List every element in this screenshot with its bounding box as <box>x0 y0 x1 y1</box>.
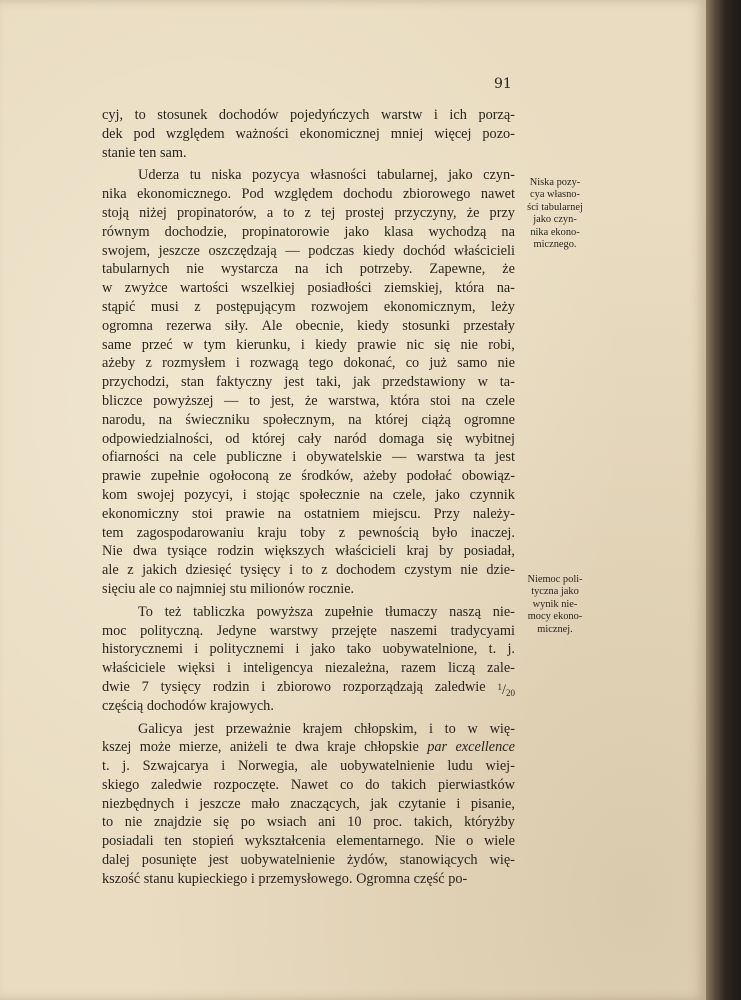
page-number: 91 <box>494 76 512 92</box>
text-line: niezbędnych i jeszcze mało znaczących, jak czytanie i pisanie, <box>102 795 515 812</box>
body-text <box>102 106 515 889</box>
margin-note-line: Niemoc poli- <box>527 574 583 585</box>
text-line: w zwyżce wartości wszelkiej posiadłości ziemskiej, która na- <box>102 280 515 297</box>
text-line: kom swojej pozycyi, i stojąc społecznie na czele, jako czynnik <box>102 486 515 503</box>
text-line: t. j. Szwajcarya i Norwegia, ale uobywatelnienie ludu wiej- <box>102 758 515 775</box>
text-line: ekonomiczny stoi prawie na ostatniem miejscu. Przy należy- <box>102 505 515 522</box>
text-line: kszość stanu kupieckiego i przemysłowego. Ogromna część po- <box>102 870 468 887</box>
paragraph <box>102 603 515 716</box>
margin-note-line: Niska pozy- <box>529 177 581 188</box>
text-line: to nie znajdzie się po wsiach ani 10 proc. takich, któryżby <box>102 814 515 831</box>
text-line: swojem, jeszcze oszczędzają — podczas kiedy dochód właścicieli <box>102 242 515 259</box>
text-line: prawie zupełnie ogołoconą ze środków, ażeby podołać obowiąz- <box>102 468 515 485</box>
margin-note-line: mocy ekono- <box>527 611 583 623</box>
margin-note-line: tyczna jako <box>531 586 579 598</box>
text-line: historycznemi i politycznemi i jako tako uobywatelnione, t. j. <box>102 641 515 658</box>
paragraph <box>102 166 515 598</box>
margin-note <box>514 177 596 251</box>
book-spine <box>706 0 741 1000</box>
margin-note-line: wynik nie- <box>532 598 578 610</box>
text-line: ofiarności na cele publiczne i obywatelskie — warstwa ta jest <box>102 449 515 466</box>
text-line: tem zagospodarowaniu kraju toby z pewnością było inaczej. <box>102 524 515 541</box>
text-line: nika ekonomicznego. Pod względem dochodu zbiorowego nawet <box>102 186 515 203</box>
text-line: ogromna rezerwa siły. Ale obecnie, kiedy stosunki przestały <box>102 317 515 334</box>
text-line: Uderza tu niska pozycya własności tabularnej, jako czyn- <box>138 167 515 184</box>
text-line: moc polityczną. Jedyne warstwy przejęte naszemi tradycyami <box>102 622 515 639</box>
margin-note-line: micznej. <box>537 623 573 635</box>
text-line: To też tabliczka powyższa zupełnie tłumaczy naszą nie- <box>138 603 515 620</box>
margin-note-line: jako czyn- <box>533 214 577 226</box>
margin-note-line: cya własno- <box>530 189 580 201</box>
text-line: częścią dochodów krajowych. <box>102 697 274 714</box>
paragraph <box>102 720 515 889</box>
text-line: skiego zaledwie rozpoczęte. Nawet co do takich pierwiastków <box>102 776 515 793</box>
text-line: równym dochodzie, propinatorowie jako klasa wychodzą na <box>102 223 515 240</box>
text-line: odpowiedzialności, od której cały naród domaga się wybitnej <box>102 430 515 447</box>
text-line: Nie dwa tysiące rodzin większych właścicieli kraj by posiadał, <box>102 543 515 560</box>
text-line: sięciu ale co najmniej stu milionów rocznie. <box>102 580 355 597</box>
text-line: kszej może mierze, aniżeli te dwa kraje chłopskie par excellence <box>102 739 515 756</box>
text-line: stąpić musi z postępującym rozwojem ekonomicznym, leży <box>102 298 515 315</box>
text-line: przychodzi, stan faktyczny jest taki, jak przedstawiony w ta- <box>102 374 515 391</box>
margin-note-line: micznego. <box>533 239 577 251</box>
text-line: cyj, to stosunek dochodów pojedyńczych warstw i ich porzą- <box>102 107 515 123</box>
text-line: Galicya jest przeważnie krajem chłopskim, i to w wię- <box>138 720 515 737</box>
text-line: ale z jakich dziesięć tysięcy i to z dochodem czystym nie dzie- <box>102 562 515 579</box>
text-line: same przeć w tym kierunku, i kiedy prawie nic się nie robi, <box>102 336 515 353</box>
text-line: dek pod względem ważności ekonomicznej mniej więcej pozo- <box>102 125 515 142</box>
text-line: posiadali ten stopień wykształcenia elementarnego. Nie o wiele <box>102 833 515 850</box>
text-line: stoją niżej propinatorów, a to z tej prostej przyczyny, że przy <box>102 204 515 221</box>
text-line: bliczce powyższej — to jest, że warstwa, która stoi na czele <box>102 392 515 409</box>
text-line: narodu, na świeczniku społecznym, na której ciążą ogromne <box>102 411 515 428</box>
margin-note <box>514 574 596 636</box>
margin-note-line: ści tabularnej <box>527 201 583 213</box>
text-line: właściciele więksi i inteligencya niezależna, razem liczą zale- <box>102 660 515 677</box>
paragraph <box>102 106 515 162</box>
text-line: stanie ten sam. <box>102 144 187 161</box>
text-line: tabularnych nie wystarcza na ich potrzeby. Zapewne, że <box>102 261 515 278</box>
text-line: dwie 7 tysięcy rodzin i zbiorowo rozporządzają zaledwie $^1/_{20}$ <box>102 678 515 698</box>
text-line: ażeby z rozmysłem i rozwagą tego dokonać, co już samo nie <box>102 355 515 372</box>
text-line: dalej posunięte jest uobywatelnienie żydów, stanowiących wię- <box>102 852 515 869</box>
margin-note-line: nika ekono- <box>530 226 580 238</box>
